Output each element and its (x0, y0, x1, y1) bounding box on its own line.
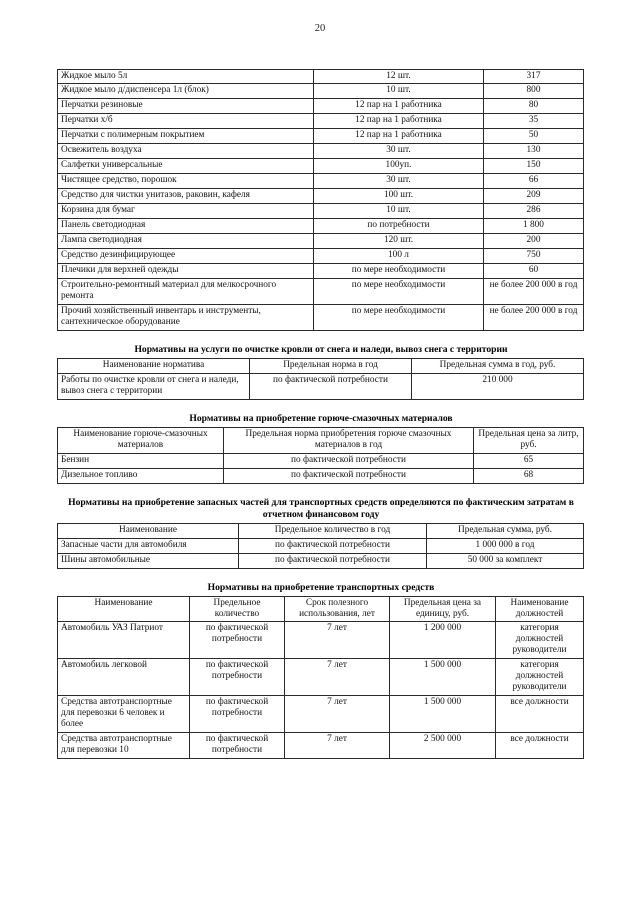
table-header-row (58, 427, 584, 453)
table-header-row (58, 358, 584, 373)
table-title: Нормативы на услуги по очистке кровли от снега и наледи, вывоз снега с территории (134, 343, 508, 355)
table-cell: не более 200 000 в год (484, 305, 584, 331)
household-goods-table (57, 69, 584, 331)
table-cell: категория должностей руководители (496, 622, 584, 659)
table-row (58, 453, 584, 468)
table-cell: 100уп. (314, 159, 484, 174)
table-cell: Перчатки х/б (58, 114, 314, 129)
table-row (58, 204, 584, 219)
table-cell: 750 (484, 249, 584, 264)
page-number: 20 (314, 23, 326, 34)
vehicles-table (57, 596, 584, 760)
table-cell: Строительно-ремонтный материал для мелкосрочного ремонта (58, 279, 314, 305)
table-cell: не более 200 000 в год (484, 279, 584, 305)
column-header: Наименование норматива (58, 358, 250, 373)
table-cell: Лампа светодиодная (58, 234, 314, 249)
table-cell: Прочий хозяйственный инвентарь и инструменты, сантехническое оборудование (58, 305, 314, 331)
column-header: Предельная цена за литр, руб. (474, 427, 584, 453)
table-cell: все должности (496, 696, 584, 733)
table-cell: по мере необходимости (314, 305, 484, 331)
table-cell: Перчатки резиновые (58, 99, 314, 114)
table-cell: по мере необходимости (314, 264, 484, 279)
table-cell: 60 (484, 264, 584, 279)
table-row (58, 219, 584, 234)
table-title: Нормативы на приобретение запасных частей для транспортных средств определяются по фактическим затратам в отчетном финансовом году (68, 496, 574, 520)
column-header: Предельная цена за единицу, руб. (390, 596, 496, 622)
table-row (58, 249, 584, 264)
table-cell: Бензин (58, 453, 224, 468)
table-cell: 65 (474, 453, 584, 468)
table-cell: Шины автомобильные (58, 553, 239, 568)
column-header: Предельное количество в год (239, 523, 427, 538)
table-cell: 800 (484, 84, 584, 99)
table-cell: 30 шт. (314, 144, 484, 159)
spare-parts-table (57, 523, 584, 569)
table-row (58, 538, 584, 553)
table-cell: Средство дезинфицирующее (58, 249, 314, 264)
table-cell: 2 500 000 (390, 733, 496, 759)
table-header-row (58, 523, 584, 538)
column-header: Предельная сумма в год, руб. (412, 358, 584, 373)
table-row (58, 84, 584, 99)
table-cell: 150 (484, 159, 584, 174)
column-header: Наименование (58, 523, 239, 538)
table-row (58, 373, 584, 399)
table-cell: 50 000 за комплект (427, 553, 584, 568)
table-row (58, 174, 584, 189)
table-cell: по мере необходимости (314, 279, 484, 305)
table-header-row (58, 596, 584, 622)
table-cell: 12 пар на 1 работника (314, 99, 484, 114)
top-spacer (57, 35, 585, 69)
table-row (58, 279, 584, 305)
table-row (58, 264, 584, 279)
table-row (58, 159, 584, 174)
table-cell: категория должностей руководители (496, 659, 584, 696)
table-cell: Салфетки универсальные (58, 159, 314, 174)
table-cell: 35 (484, 114, 584, 129)
table-cell: 130 (484, 144, 584, 159)
table-cell: Перчатки с полимерным покрытием (58, 129, 314, 144)
table-cell: по фактической потребности (224, 468, 474, 483)
table-cell: 100 л (314, 249, 484, 264)
table-cell: 68 (474, 468, 584, 483)
table-cell: 120 шт. (314, 234, 484, 249)
table-title: Нормативы на приобретение горюче-смазочных материалов (189, 412, 453, 424)
table-cell: по фактической потребности (239, 553, 427, 568)
table-cell: 210 000 (412, 373, 584, 399)
table-cell: Панель светодиодная (58, 219, 314, 234)
roof-snow-cleaning-table (57, 358, 584, 400)
table-cell: по фактической потребности (190, 696, 285, 733)
table-cell: по фактической потребности (239, 538, 427, 553)
table-cell: 10 шт. (314, 84, 484, 99)
table-cell: по фактической потребности (190, 733, 285, 759)
table-cell: Чистящее средство, порошок (58, 174, 314, 189)
column-header: Наименование горюче-смазочных материалов (58, 427, 224, 453)
tables-container (57, 35, 585, 760)
column-header: Предельное количество (190, 596, 285, 622)
column-header: Наименование (58, 596, 190, 622)
table-cell: 1 000 000 в год (427, 538, 584, 553)
table-row (58, 696, 584, 733)
table-cell: Автомобиль УАЗ Патриот (58, 622, 190, 659)
table-cell: 7 лет (285, 733, 390, 759)
table-row (58, 144, 584, 159)
table-row (58, 553, 584, 568)
table-cell: 80 (484, 99, 584, 114)
table-cell: Жидкое мыло 5л (58, 69, 314, 84)
table-row (58, 129, 584, 144)
column-header: Предельная сумма, руб. (427, 523, 584, 538)
table-cell: по фактической потребности (190, 659, 285, 696)
table-cell: Плечики для верхней одежды (58, 264, 314, 279)
table-cell: Освежитель воздуха (58, 144, 314, 159)
table-row (58, 305, 584, 331)
table-cell: 12 пар на 1 работника (314, 114, 484, 129)
table-cell: Средство для чистки унитазов, раковин, кафеля (58, 189, 314, 204)
column-header: Предельная норма в год (250, 358, 412, 373)
table-cell: Дизельное топливо (58, 468, 224, 483)
table-cell: 12 шт. (314, 69, 484, 84)
table-cell: Жидкое мыло д/диспенсера 1л (блок) (58, 84, 314, 99)
table-cell: по фактической потребности (250, 373, 412, 399)
document-content (57, 35, 585, 760)
table-cell: 209 (484, 189, 584, 204)
table-title: Нормативы на приобретение транспортных средств (207, 581, 435, 593)
table-cell: 7 лет (285, 696, 390, 733)
table-cell: по потребности (314, 219, 484, 234)
table-cell: 66 (484, 174, 584, 189)
table-row (58, 659, 584, 696)
table-cell: 12 пар на 1 работника (314, 129, 484, 144)
table-cell: Автомобиль легковой (58, 659, 190, 696)
table-cell: 10 шт. (314, 204, 484, 219)
column-header: Предельная норма приобретения горюче смазочных материалов в год (224, 427, 474, 453)
table-cell: 50 (484, 129, 584, 144)
table-cell: по фактической потребности (224, 453, 474, 468)
table-cell: 317 (484, 69, 584, 84)
column-header: Срок полезного использования, лет (285, 596, 390, 622)
table-cell: 200 (484, 234, 584, 249)
table-cell: 1 500 000 (390, 696, 496, 733)
table-row (58, 468, 584, 483)
table-cell: 7 лет (285, 622, 390, 659)
table-cell: 1 800 (484, 219, 584, 234)
table-row (58, 69, 584, 84)
table-cell: Работы по очистке кровли от снега и наледи, вывоз снега с территории (58, 373, 250, 399)
table-row (58, 189, 584, 204)
table-cell: Средства автотранспортные для перевозки 6 человек и более (58, 696, 190, 733)
table-cell: все должности (496, 733, 584, 759)
table-row (58, 622, 584, 659)
table-cell: 1 500 000 (390, 659, 496, 696)
column-header: Наименование должностей (496, 596, 584, 622)
fuel-lubricants-table (57, 427, 584, 484)
table-row (58, 733, 584, 759)
table-cell: Запасные части для автомобиля (58, 538, 239, 553)
table-cell: 1 200 000 (390, 622, 496, 659)
table-cell: 100 шт. (314, 189, 484, 204)
table-cell: Корзина для бумаг (58, 204, 314, 219)
table-row (58, 234, 584, 249)
table-row (58, 114, 584, 129)
table-cell: Средства автотранспортные для перевозки 10 (58, 733, 190, 759)
table-cell: по фактической потребности (190, 622, 285, 659)
table-cell: 7 лет (285, 659, 390, 696)
table-row (58, 99, 584, 114)
table-cell: 30 шт. (314, 174, 484, 189)
table-cell: 286 (484, 204, 584, 219)
